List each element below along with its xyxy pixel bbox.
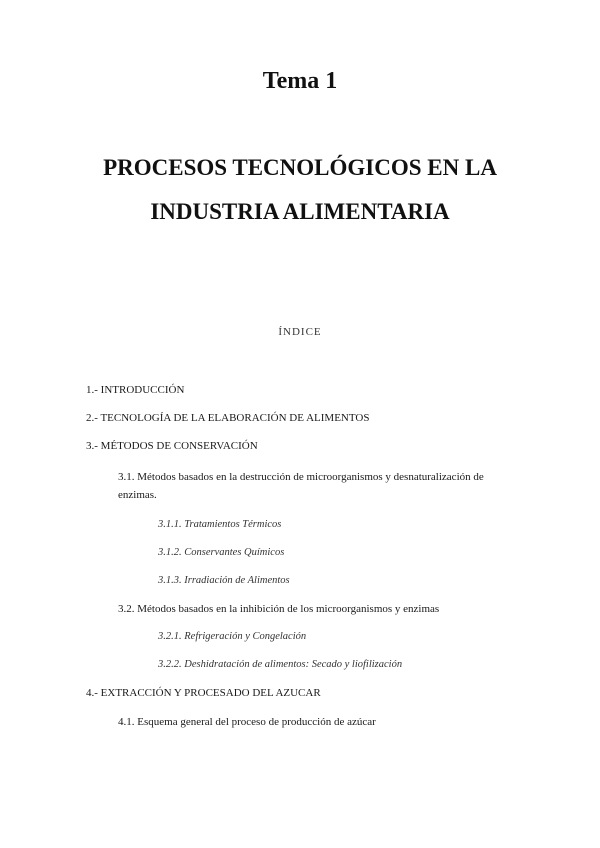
index-entry-3: 3.- MÉTODOS DE CONSERVACIÓN: [86, 440, 258, 452]
index-entry-3-2: 3.2. Métodos basados en la inhibición de los microorganismos y enzimas: [118, 603, 440, 615]
chapter-label: Tema 1: [262, 68, 338, 94]
index-entry-3-1: 3.1. Métodos basados en la destrucción de microorganismos y desnaturalización de enzimas.: [118, 471, 484, 501]
title-line-2: INDUSTRIA ALIMENTARIA: [150, 199, 450, 224]
index-entry-2: 2.- TECNOLOGÍA DE LA ELABORACIÓN DE ALIMENTOS: [86, 412, 370, 424]
index-entry-3-1-2: 3.1.2. Conservantes Químicos: [158, 547, 285, 558]
index-heading: ÍNDICE: [278, 326, 322, 338]
index-entry-3-1-3: 3.1.3. Irradiación de Alimentos: [158, 575, 290, 586]
index-entry-3-2-1: 3.2.1. Refrigeración y Congelación: [158, 631, 307, 642]
title-line-1: PROCESOS TECNOLÓGICOS EN LA: [103, 155, 497, 180]
index-entry-4-1: 4.1. Esquema general del proceso de producción de azúcar: [118, 716, 376, 728]
index-entry-3-2-2: 3.2.2. Deshidratación de alimentos: Secado y liofilización: [158, 659, 403, 670]
document-title: [40, 146, 560, 234]
index-entry-4: 4.- EXTRACCIÓN Y PROCESADO DEL AZUCAR: [86, 687, 321, 699]
index-entry-1: 1.- INTRODUCCIÓN: [86, 384, 185, 396]
index-entry-3-1-1: 3.1.1. Tratamientos Térmicos: [158, 519, 282, 530]
